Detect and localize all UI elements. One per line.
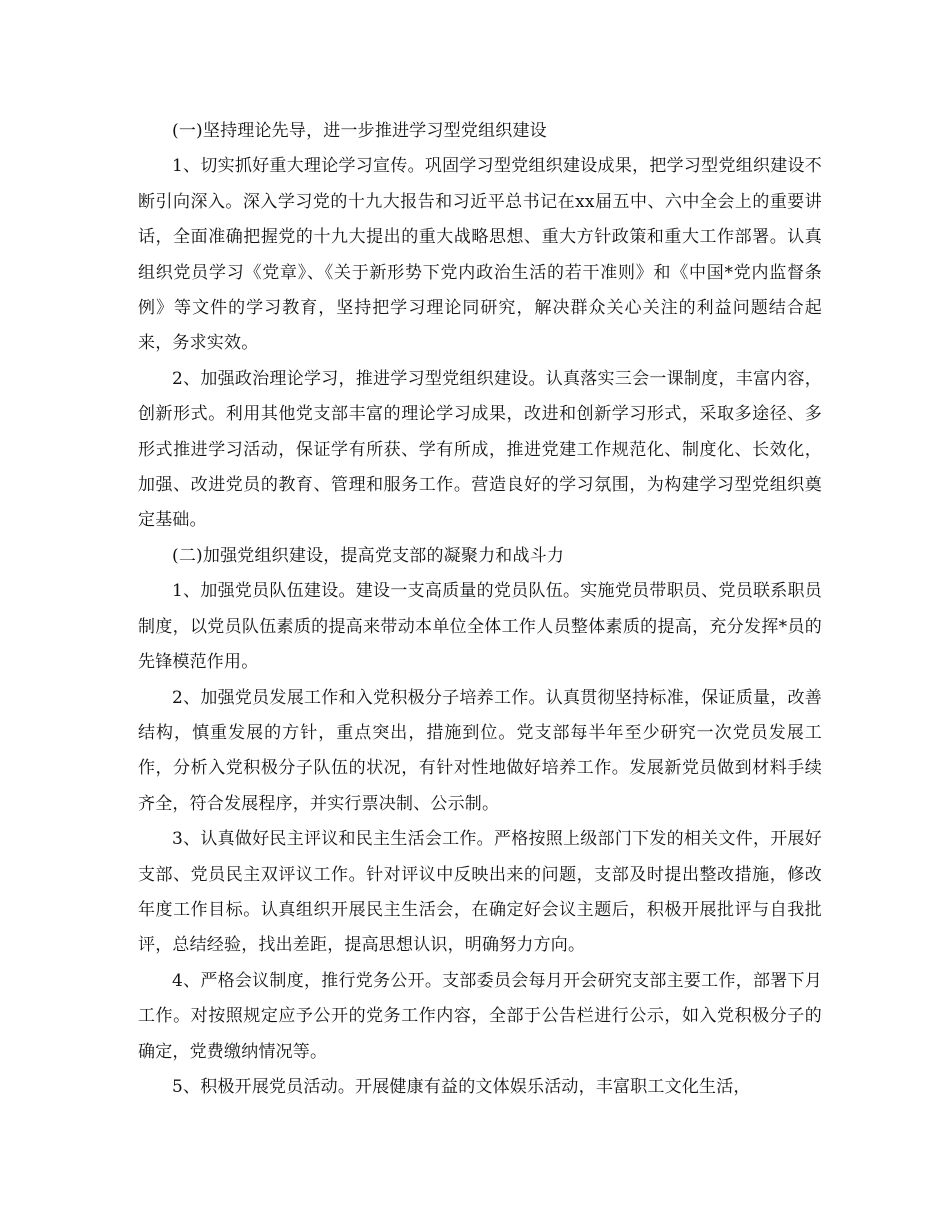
paragraph-2-4: 4、严格会议制度，推行党务公开。支部委员会每月开会研究支部主要工作，部署下月工作。对按照规定应予公开的党务工作内容，全部于公告栏进行公示，如入党积极分子的确定，党费缴纳情况等。 [138,970,822,1062]
paragraph-1-2: 2、加强政治理论学习，推进学习型党组织建设。认真落实三会一课制度，丰富内容，创新形式。利用其他党支部丰富的理论学习成果，改进和创新学习形式，采取多途径、多形式推进学习活动，保证学有所获、学有所成，推进党建工作规范化、制度化、长效化，加强、改进党员的教育、管理和服务工作。营造良好的学习氛围，为构建学习型党组织奠定基础。 [138,368,822,531]
paragraph-2-5: 5、积极开展党员活动。开展健康有益的文体娱乐活动，丰富职工文化生活， [172,1076,751,1097]
paragraph-2-3: 3、认真做好民主评议和民主生活会工作。严格按照上级部门下发的相关文件，开展好支部、党员民主双评议工作。针对评议中反映出来的问题，支部及时提出整改措施，修改年度工作目标。认真组织开展民主生活会，在确定好会议主题后，积极开展批评与自我批评，总结经验，找出差距，提高思想认识，明确努力方向。 [138,829,822,956]
section-heading-2: (二)加强党组织建设，提高党支部的凝聚力和战斗力 [172,545,565,566]
document-body [138,114,822,1105]
section-heading-1: (一)坚持理论先导，进一步推进学习型党组织建设 [172,121,547,141]
paragraph-2-1: 1、加强党员队伍建设。建设一支高质量的党员队伍。实施党员带职员、党员联系职员制度，以党员队伍素质的提高来带动本单位全体工作人员整体素质的提高，充分发挥*员的先锋模范作用。 [138,581,822,673]
paragraph-1-1: 1、切实抓好重大理论学习宣传。巩固学习型党组织建设成果，把学习型党组织建设不断引向深入。深入学习党的十九大报告和习近平总书记在xx届五中、六中全会上的重要讲话，全面准确把握党的十九大提出的重大战略思想、重大方针政策和重大工作部署。认真组织党员学习《党章》、《关于新形势下党内政治生活的若干准则》和《中国*党内监督条例》等文件的学习教育，坚持把学习理论同研究，解决群众关心关注的利益问题结合起来，务求实效。 [138,156,822,354]
paragraph-2-2: 2、加强党员发展工作和入党积极分子培养工作。认真贯彻坚持标准，保证质量，改善结构，慎重发展的方针，重点突出，措施到位。党支部每半年至少研究一次党员发展工作，分析入党积极分子队伍的状况，有针对性地做好培养工作。发展新党员做到材料手续齐全，符合发展程序，并实行票决制、公示制。 [138,687,822,814]
